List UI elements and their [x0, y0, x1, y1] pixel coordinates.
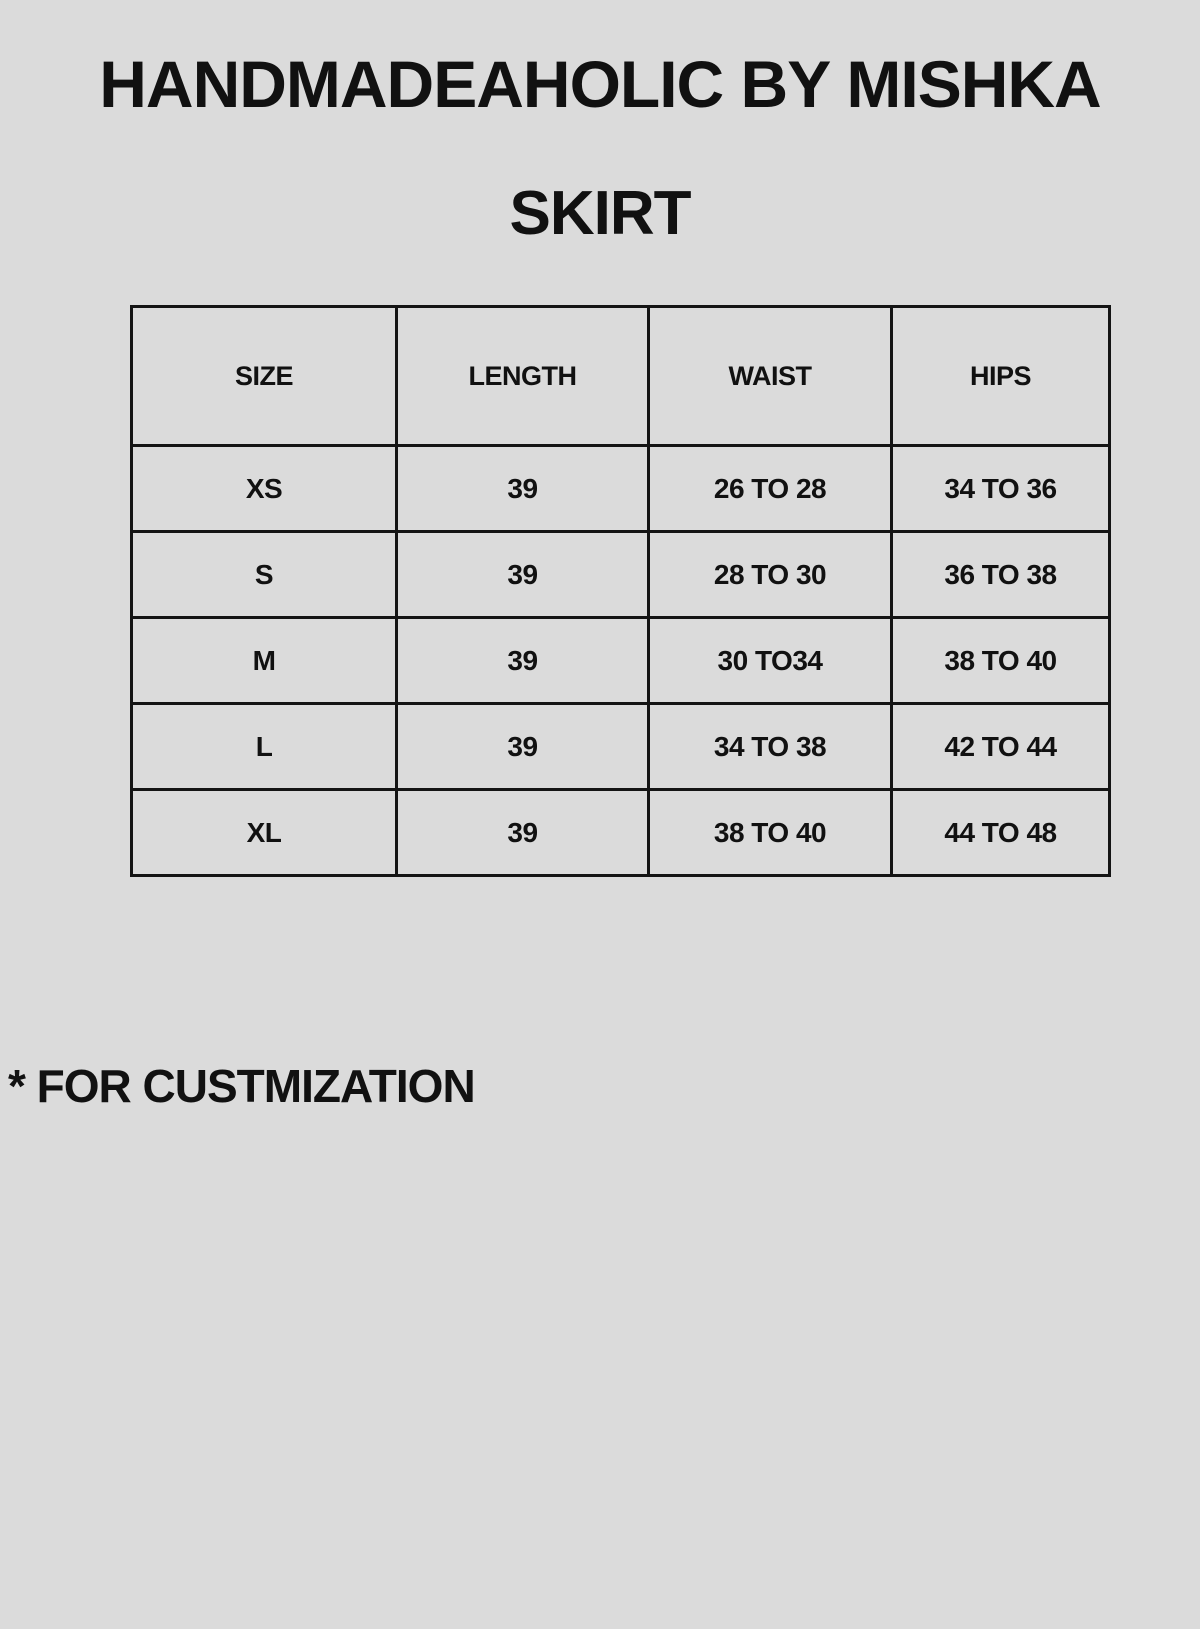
cell-waist: 30 TO34: [649, 618, 892, 704]
table-row-xs: [132, 446, 1110, 532]
product-title: SKIRT: [509, 179, 691, 248]
table-row-m: [132, 618, 1110, 704]
header-row: [132, 307, 1110, 446]
table-row-l: [132, 704, 1110, 790]
cell-size: XS: [132, 446, 397, 532]
table-row-s: [132, 532, 1110, 618]
cell-size: XL: [132, 790, 397, 876]
cell-length: 39: [397, 532, 649, 618]
cell-size: S: [132, 532, 397, 618]
cell-length: 39: [397, 446, 649, 532]
cell-waist: 34 TO 38: [649, 704, 892, 790]
cell-size: L: [132, 704, 397, 790]
table-row-xl: [132, 790, 1110, 876]
cell-waist: 28 TO 30: [649, 532, 892, 618]
column-header-hips: HIPS: [892, 307, 1110, 446]
cell-size: M: [132, 618, 397, 704]
cell-length: 39: [397, 704, 649, 790]
cell-hips: 38 TO 40: [892, 618, 1110, 704]
cell-hips: 36 TO 38: [892, 532, 1110, 618]
cell-hips: 34 TO 36: [892, 446, 1110, 532]
cell-hips: 42 TO 44: [892, 704, 1110, 790]
brand-title: HANDMADEAHOLIC BY MISHKA: [99, 47, 1101, 121]
cell-waist: 26 TO 28: [649, 446, 892, 532]
cell-hips: 44 TO 48: [892, 790, 1110, 876]
size-chart-table: [130, 305, 1111, 877]
column-header-length: LENGTH: [397, 307, 649, 446]
column-header-waist: WAIST: [649, 307, 892, 446]
cell-waist: 38 TO 40: [649, 790, 892, 876]
cell-length: 39: [397, 618, 649, 704]
cell-length: 39: [397, 790, 649, 876]
column-header-size: SIZE: [132, 307, 397, 446]
customization-note: * FOR CUSTMIZATION: [8, 1060, 475, 1112]
